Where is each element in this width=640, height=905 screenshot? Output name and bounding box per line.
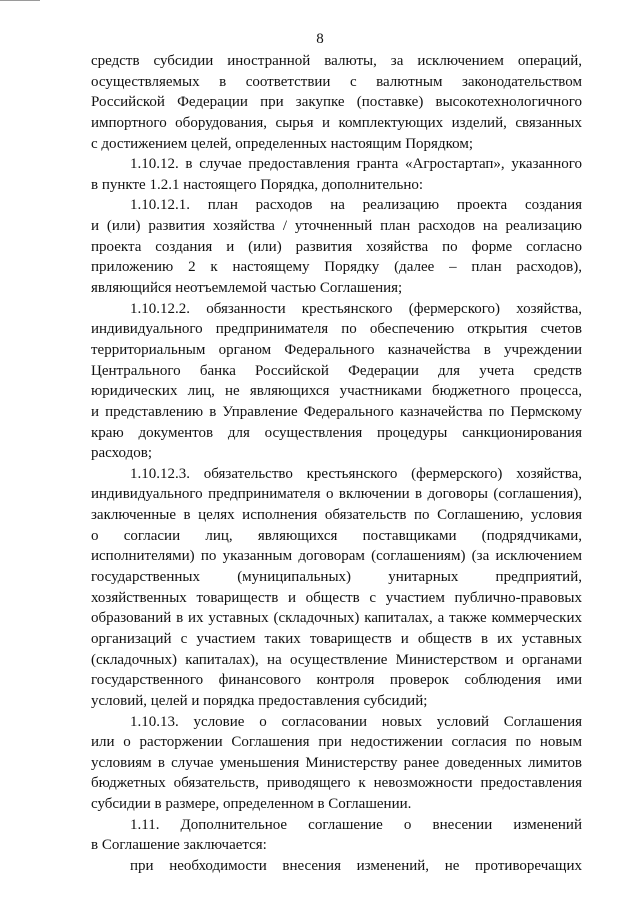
text-line: государственных (муниципальных) унитарных предприятий, xyxy=(91,569,582,586)
text-line: о согласии лиц, являющихся поставщиками (подрядчиками, xyxy=(91,527,582,544)
text-line: условий, целей и порядка предоставления субсидий; xyxy=(91,692,428,709)
text-line: в Соглашение заключается: xyxy=(91,837,267,854)
text-line: территориальным органом Федерального казначейства в учреждении xyxy=(91,341,582,358)
text-line: расходов; xyxy=(91,445,152,462)
text-line: хозяйственных товариществ и обществ с участием публично-правовых xyxy=(91,589,582,606)
page-number: 8 xyxy=(316,31,324,47)
text-line: Центрального банка Российской Федерации для учета средств xyxy=(91,362,582,379)
text-line: государственного финансового контроля проверок соблюдения ими xyxy=(91,672,582,689)
text-line: исполнителями) по указанным договорам (соглашениям) (за исключением xyxy=(91,548,582,565)
text-line: краю документов для осуществления процедуры санкционирования xyxy=(91,424,582,441)
text-line: или о расторжении Соглашения при недостижении согласия по новым xyxy=(91,734,582,751)
text-line: 1.10.12. в случае предоставления гранта «Агростартап», указанного xyxy=(130,156,582,173)
text-line: в пункте 1.2.1 настоящего Порядка, дополнительно: xyxy=(91,176,424,193)
text-line: приложению 2 к настоящему Порядку (далее – план расходов), xyxy=(91,259,582,276)
text-line: субсидии в размере, определенном в Соглашении. xyxy=(91,796,412,813)
document-body xyxy=(91,51,582,877)
text-line: при необходимости внесения изменений, не противоречащих xyxy=(130,857,582,874)
text-line: 1.10.12.3. обязательство крестьянского (фермерского) хозяйства, xyxy=(130,465,582,482)
text-line: (складочных) капиталах), на осуществление Министерством и органами xyxy=(91,651,582,668)
text-line: индивидуального предпринимателя по обеспечению открытия счетов xyxy=(91,321,582,338)
text-line: и представлению в Управление Федерального казначейства по Пермскому xyxy=(91,403,582,420)
text-line: 1.11. Дополнительное соглашение о внесении изменений xyxy=(130,816,582,833)
text-line: организаций с участием таких товариществ и обществ в их уставных xyxy=(91,630,582,647)
text-line: осуществляемых в соответствии с валютным законодательством xyxy=(91,73,582,90)
text-line: 1.10.13. условие о согласовании новых условий Соглашения xyxy=(130,713,582,730)
text-line: Российской Федерации при закупке (поставке) высокотехнологичного xyxy=(91,94,582,111)
text-line: импортного оборудования, сырья и комплектующих изделий, связанных xyxy=(91,114,582,131)
text-line: и (или) развития хозяйства / уточненный план расходов на реализацию xyxy=(91,218,582,235)
text-line: являющийся неотъемлемой частью Соглашения; xyxy=(91,280,403,297)
text-line: юридических лиц, не являющихся участниками бюджетного процесса, xyxy=(91,383,582,400)
text-line: средств субсидии иностранной валюты, за исключением операций, xyxy=(91,53,582,69)
text-line: образований в их уставных (складочных) капиталах, а также коммерческих xyxy=(91,610,582,627)
text-line: условиям в случае уменьшения Министерству ранее доведенных лимитов xyxy=(91,754,582,771)
text-line: с достижением целей, определенных настоящим Порядком; xyxy=(91,135,473,152)
text-line: 1.10.12.2. обязанности крестьянского (фермерского) хозяйства, xyxy=(130,300,582,317)
scan-edge-mark xyxy=(0,0,40,1)
text-line: заключенные в целях исполнения обязательств по Соглашению, условия xyxy=(91,507,582,524)
text-line: бюджетных обязательств, приводящего к невозможности предоставления xyxy=(91,775,582,792)
text-line: индивидуального предпринимателя о включении в договоры (соглашения), xyxy=(91,486,582,503)
text-line: 1.10.12.1. план расходов на реализацию проекта создания xyxy=(130,197,582,214)
text-line: проекта создания и (или) развития хозяйства по форме согласно xyxy=(91,238,582,255)
